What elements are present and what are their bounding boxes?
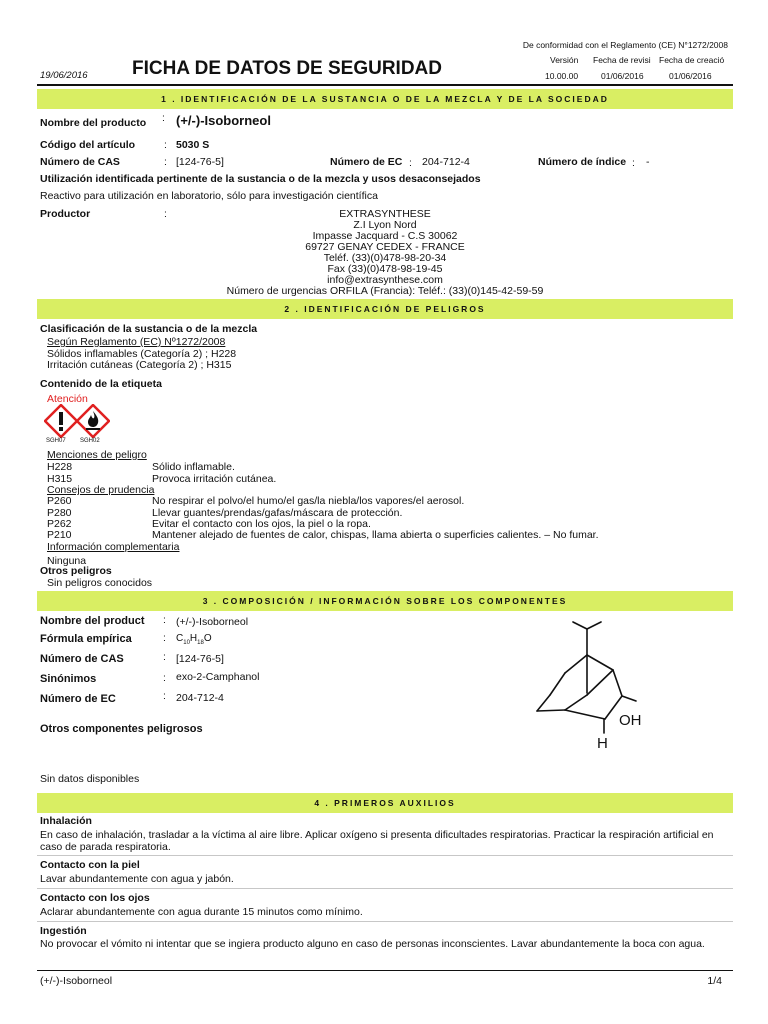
- version-label: Versión: [550, 55, 579, 65]
- document-title: FICHA DE DATOS DE SEGURIDAD: [132, 58, 443, 79]
- other-hazards-text: Sin peligros conocidos: [47, 577, 153, 589]
- cas-label: Número de CAS: [40, 156, 120, 168]
- hazard-text: Provoca irritación cutánea.: [152, 473, 277, 485]
- no-data-text: Sin datos disponibles: [40, 773, 140, 785]
- supplementary-label: Información complementaria: [47, 541, 180, 553]
- precaution-text: Llevar guantes/prendas/gafas/máscara de protección.: [152, 507, 403, 519]
- footer-rule: [37, 970, 733, 971]
- ingestion-label: Ingestión: [40, 925, 87, 937]
- producer-name: EXTRASYNTHESE: [339, 208, 431, 220]
- pictogram-code: SGH02: [80, 438, 100, 444]
- creation-date: 01/06/2016: [669, 71, 712, 81]
- skin-contact-text: Lavar abundantemente con agua y jabón.: [40, 873, 234, 885]
- separator-line: [37, 888, 733, 889]
- colon: :: [163, 672, 166, 684]
- regulation-note: De conformidad con el Reglamento (CE) N°1272/2008: [522, 40, 728, 50]
- revision-date: 01/06/2016: [601, 71, 644, 81]
- producer-phone: Teléf. (33)(0)478-98-20-34: [323, 252, 447, 264]
- colon: :: [163, 632, 166, 644]
- precaution-text: Evitar el contacto con los ojos, la piel o la ropa.: [152, 518, 371, 530]
- synonyms-label: Sinónimos: [40, 673, 97, 685]
- component-cas: [124-76-5]: [176, 653, 224, 665]
- version-value: 10.00.00: [545, 71, 579, 81]
- index-label: Número de índice: [538, 156, 627, 168]
- producer-address-3: 69727 GENAY CEDEX - FRANCE: [305, 241, 465, 253]
- exclamation-pictogram-icon: [44, 404, 78, 438]
- cas-number: [124-76-5]: [176, 156, 224, 168]
- inhalation-text-cont: caso de parada respiratoria.: [40, 841, 171, 853]
- inhalation-label: Inhalación: [40, 815, 92, 827]
- classification-item: Sólidos inflamables (Categoría 2) ; H228: [47, 348, 237, 360]
- precaution-text: Mantener alejado de fuentes de calor, chispas, llama abierta o superficies calientes. – No fumar.: [152, 529, 599, 541]
- colon: :: [163, 690, 166, 702]
- component-name: (+/-)-Isoborneol: [176, 616, 249, 628]
- producer-label: Productor: [40, 208, 91, 220]
- other-hazards-label: Otros peligros: [40, 565, 112, 577]
- article-code-label: Código del artículo: [40, 139, 136, 151]
- colon: :: [409, 157, 412, 169]
- separator-line: [37, 921, 733, 922]
- index-number: -: [646, 156, 650, 168]
- other-components-label: Otros componentes peligrosos: [40, 723, 203, 735]
- article-code: 5030 S: [176, 139, 210, 151]
- section-2-heading: 2 . IDENTIFICACIÓN DE PELIGROS: [37, 299, 733, 319]
- ec-number: 204-712-4: [422, 156, 470, 168]
- section-3-heading: 3 . COMPOSICIÓN / INFORMACIÓN SOBRE LOS COMPONENTES: [37, 591, 733, 611]
- component-name-label: Nombre del product: [40, 615, 145, 627]
- colon: :: [163, 614, 166, 626]
- synonyms-value: exo-2-Camphanol: [176, 671, 260, 683]
- skin-contact-label: Contacto con la piel: [40, 859, 140, 871]
- section-4-heading: 4 . PRIMEROS AUXILIOS: [37, 793, 733, 813]
- precaution-code: P260: [47, 495, 72, 507]
- ingestion-text: No provocar el vómito ni intentar que se ingiera producto alguno en caso de personas inconscientes. Lavar abundantemente la boca con agua.: [40, 938, 705, 950]
- classification-label: Clasificación de la sustancia o de la mezcla: [40, 323, 258, 335]
- hazard-text: Sólido inflamable.: [152, 461, 235, 473]
- component-ec: 204-712-4: [176, 692, 224, 704]
- hydrogen-label: H: [597, 735, 608, 752]
- hazard-code: H228: [47, 461, 73, 473]
- product-name-label: Nombre del producto: [40, 117, 147, 129]
- producer-address-1: Z.I Lyon Nord: [353, 219, 417, 231]
- page-number: 1/4: [707, 975, 722, 987]
- emergency-number: Número de urgencias ORFILA (Francia): Teléf.: (33)(0)145-42-59-59: [226, 285, 544, 297]
- footer-product: (+/-)-Isoborneol: [40, 975, 113, 987]
- pictogram-code: SGH07: [46, 438, 66, 444]
- product-name: (+/-)-Isoborneol: [176, 113, 271, 128]
- colon: :: [162, 112, 165, 124]
- component-cas-label: Número de CAS: [40, 653, 124, 665]
- producer-email: info@extrasynthese.com: [327, 274, 443, 286]
- hydroxyl-label: OH: [619, 712, 642, 729]
- hazard-statements-label: Menciones de peligro: [47, 449, 147, 461]
- creation-label: Fecha de creació: [659, 55, 725, 65]
- colon: :: [164, 139, 167, 151]
- producer-fax: Fax (33)(0)478-98-19-45: [327, 263, 443, 275]
- precaution-code: P210: [47, 529, 72, 541]
- colon: :: [164, 208, 167, 220]
- colon: :: [632, 157, 635, 169]
- signal-word: Atención: [47, 393, 88, 405]
- component-ec-label: Número de EC: [40, 693, 116, 705]
- colon: :: [164, 156, 167, 168]
- precaution-text: No respirar el polvo/el humo/el gas/la niebla/los vapores/el aerosol.: [152, 495, 465, 507]
- document-date: 19/06/2016: [40, 70, 88, 81]
- label-contents-heading: Contenido de la etiqueta: [40, 378, 162, 390]
- precautionary-label: Consejos de prudencia: [47, 484, 155, 496]
- separator-line: [37, 855, 733, 856]
- inhalation-text: En caso de inhalación, trasladar a la víctima al aire libre. Aplicar oxígeno si presenta dificultades respiratorias. Practicar la respiración artificial en: [40, 829, 714, 841]
- precaution-code: P280: [47, 507, 72, 519]
- ec-label: Número de EC: [330, 156, 403, 168]
- classification-regulation: Según Reglamento (EC) Nº1272/2008: [47, 336, 226, 348]
- precaution-code: P262: [47, 518, 72, 530]
- formula-label: Fórmula empírica: [40, 633, 132, 645]
- hazard-code: H315: [47, 473, 73, 485]
- eye-contact-text: Aclarar abundantemente con agua durante 15 minutos como mínimo.: [40, 906, 363, 918]
- revision-label: Fecha de revisi: [593, 55, 651, 65]
- section-1-heading: 1 . IDENTIFICACIÓN DE LA SUSTANCIA O DE LA MEZCLA Y DE LA SOCIEDAD: [37, 89, 733, 109]
- producer-address-2: Impasse Jacquard - C.S 30062: [312, 230, 458, 242]
- uses-label: Utilización identificada pertinente de la sustancia o de la mezcla y usos desaconsejados: [40, 173, 481, 185]
- flame-pictogram-icon: [76, 404, 110, 438]
- header-rule: [37, 84, 733, 86]
- uses-text: Reactivo para utilización en laboratorio, sólo para investigación científica: [40, 190, 378, 202]
- empirical-formula: $C_{10}H_{18}O$: [176, 633, 212, 646]
- supplementary-text: Ninguna: [47, 555, 87, 567]
- isoborneol-structure-icon: [525, 615, 675, 757]
- colon: :: [163, 651, 166, 663]
- classification-item: Irritación cutáneas (Categoría 2) ; H315: [47, 359, 232, 371]
- eye-contact-label: Contacto con los ojos: [40, 892, 150, 904]
